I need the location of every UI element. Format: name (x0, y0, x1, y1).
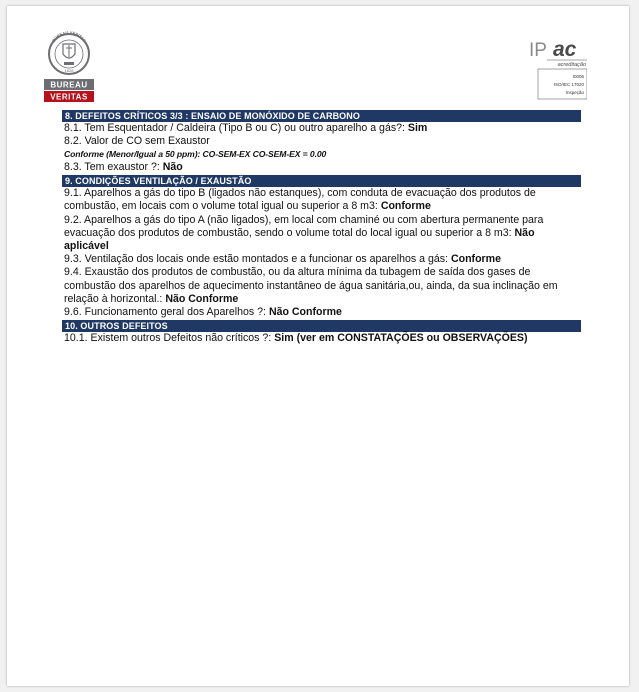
section-10-header: 10. OUTROS DEFEITOS (62, 320, 581, 332)
item-9-4-question: 9.4. Exaustão dos produtos de combustão, ou da altura mínima da tubagem de saída dos gases de combustão dos aparelhos de aquecimento instantâneo de água sanitária,ou, ainda, da sua inclinação em relação à horizontal.: (64, 266, 558, 305)
co-measurement-note: Conforme (Menor/Igual a 50 ppm): CO-SEM-EX CO-SEM-EX = 0.00 (64, 149, 327, 160)
svg-text:BUREAU VERITAS (51, 30, 87, 43)
item-10-1-answer: Sim (ver em CONSTATAÇÕES ou OBSERVAÇÕES) (274, 332, 528, 345)
item-10-1-question: 10.1. Existem outros Defeitos não críticos ?: (64, 332, 272, 345)
ipac-subtitle: acreditação (557, 62, 586, 68)
ipac-wordmark-ac: ac (553, 38, 577, 61)
item-8-1-question: 8.1. Tem Esquentador / Caldeira (Tipo B ou C) ou outro aparelho a gás?: (64, 122, 405, 134)
section-9-header: 9. CONDIÇÕES VENTILAÇÃO / EXAUSTÃO (62, 175, 581, 187)
item-9-2-answer: Não aplicável (64, 226, 535, 253)
item-9-3-question: 9.3. Ventilação dos locais onde estão montados e a funcionar os aparelhos a gás: (64, 253, 448, 266)
item-9-3-answer: Conforme (450, 253, 501, 266)
item-8-3 (62, 161, 581, 174)
item-9-4 (62, 266, 581, 306)
ipac-standard: ISO/IEC 17020 (553, 82, 584, 87)
item-8-1 (62, 122, 581, 135)
item-9-3 (62, 253, 581, 266)
item-9-1-answer: Conforme (380, 200, 431, 213)
item-9-6-question: 9.6. Funcionamento geral dos Aparelhos ?: (64, 306, 266, 319)
bv-wordmark-bureau: BUREAU (50, 80, 88, 90)
item-9-6-answer: Não Conforme (268, 306, 342, 319)
bv-year: 1828 (64, 68, 74, 73)
item-9-2-question: 9.2. Aparelhos a gás do tipo A (não ligados), em local com chaminé ou com abertura permanente para evacuação dos produtos de combustão, sendo o volume total do local igual ou superior a 8 m3: (64, 213, 544, 239)
section-8-header: 8. DEFEITOS CRÍTICOS 3/3 : ENSAIO DE MONÓXIDO DE CARBONO (62, 110, 581, 122)
item-9-6 (62, 306, 581, 319)
bv-wordmark-veritas: VERITAS (50, 92, 88, 102)
ipac-wordmark-ip: IP (529, 40, 547, 61)
item-8-1-answer: Sim (407, 122, 428, 134)
item-8-3-answer: Não (162, 161, 183, 173)
report-content (62, 109, 581, 345)
item-9-2 (62, 214, 581, 254)
document-page (7, 6, 629, 686)
item-8-2 (62, 135, 581, 148)
ipac-type: Inspeção (565, 90, 584, 95)
bv-seal-text: BUREAU VERITAS (50, 29, 88, 44)
bureau-veritas-logo (42, 24, 96, 110)
item-9-4-answer: Não Conforme (165, 292, 239, 305)
item-9-1 (62, 187, 581, 213)
item-9-1-question: 9.1. Aparelhos a gás do tipo B (ligados não estanques), com conduta de evacuação dos produtos de combustão, em locais com o volume total igual ou superior a 8 m3: (64, 187, 536, 213)
ipac-code: I0006 (572, 74, 584, 79)
item-8-3-question: 8.3. Tem exaustor ?: (64, 161, 160, 173)
item-8-2-question: 8.2. Valor de CO sem Exaustor (64, 135, 210, 148)
item-10-1 (62, 332, 581, 345)
ipac-accreditation-logo (529, 36, 587, 100)
